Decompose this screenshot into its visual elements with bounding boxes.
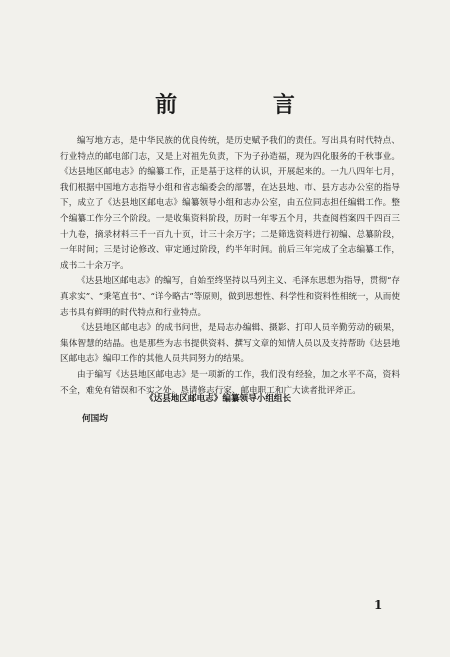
signature-name: 何国均 bbox=[82, 413, 108, 424]
preface-body bbox=[60, 134, 400, 399]
page-number: 1 bbox=[374, 598, 383, 612]
paragraph: 由于编写《达县地区邮电志》是一项新的工作，我们没有经验，加之水平不高，资料不全，难免有错误和不实之处。恳请修志行家、邮电职工和广大读者批评斧正。 bbox=[60, 369, 400, 396]
signature-organization: 《达县地区邮电志》编纂领导小组组长 bbox=[145, 394, 292, 404]
signature-block bbox=[60, 392, 400, 427]
paragraph: 《达县地区邮电志》的成书问世，是局志办编辑、摄影、打印人员辛勤劳动的硕果，集体智慧的结晶。也是那些为志书提供资料、撰写文章的知情人员以及支持帮助《达县地区邮电志》编印工作的其他人员共同努力的结果。 bbox=[60, 323, 400, 365]
paragraph: 编写地方志，是中华民族的优良传统，是历史赋予我们的责任。写出具有时代特点、行业特点的邮电部门志，又是上对祖先负责，下为子孙造福，现为四化服务的千秋事业。《达县地区邮电志》的编纂工作，正是基于这样的认识，开展起来的。一九八四年七月，我们根据中国地方志指导小组和省志编委会的部署，在达县地、市、县方志办公室的指导下，成立了《达县地区邮电志》编纂领导小组和志办公室，由五位同志担任编辑工作。整个编纂工作分三个阶段。一是收集资料阶段，历时一年零五个月，共查阅档案四千四百三十九卷，摘录材料三千一百九十页，计三十余万字；二是筛选资料进行初编、总纂阶段，一年时间；三是讨论修改、审定通过阶段，约半年时间。前后三年完成了全志编纂工作，成书二十余万字。 bbox=[60, 136, 400, 271]
paragraph: 《达县地区邮电志》的编写，自始至终坚持以马列主义、毛泽东思想为指导，贯彻“存真求实”、“秉笔直书”、“详今略古”等原则，做到思想性、科学性和资料性相统一，从而使志书具有鲜明的时代特点和行业特点。 bbox=[60, 276, 400, 318]
page-title: 前 言 bbox=[155, 93, 339, 118]
